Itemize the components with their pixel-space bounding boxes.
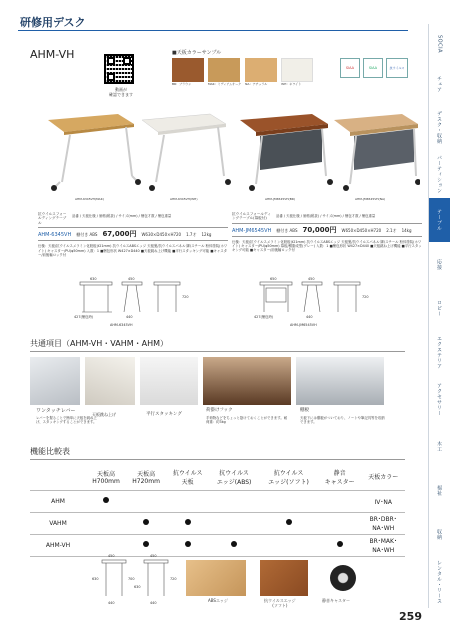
product-name: AHM-VH [30, 48, 75, 61]
compare-row-colors: IV･NA [361, 490, 405, 512]
desk-caption-2: AHM-6345VH(WH) [170, 197, 198, 201]
compare-header: 天板高 H700mm [86, 464, 126, 490]
drawing-group-2 [260, 282, 360, 312]
dim-label: 630 [134, 585, 141, 589]
sidebar-tab-lobby[interactable]: ロビー [428, 286, 450, 330]
sidebar-tab-socia[interactable]: SOCIA [428, 24, 450, 64]
compare-table [30, 464, 405, 557]
caption-soft-edge: 抗ウイルスエッジ (ソフト) [264, 598, 296, 608]
spec-notes: 仕様：天板/抗ウイルスメラミン化粧板(t21mm) 抗ウイルスABSエッジ 天板裏/抗ウイルスパネル 脚/スチール 粉体塗装(ホワイト) キャスター/PU(φ50mm) 幕板/樹脂成型(グレー) 入数：1 ■梱包形状 W427×D440 ■天板跳ね上げ機能 ■平行スタッキング可能 ■キャスター/前後輪ロック付 [232, 239, 422, 253]
sidebar-tab-rental[interactable]: レンタル・リース [428, 556, 450, 608]
compare-header: 静音 キャスター [318, 464, 362, 490]
desk-caption-1: AHM-6345VH(MAK) [75, 197, 104, 201]
desk-image-1 [48, 114, 141, 191]
compare-title: 機能比較表 [30, 447, 70, 456]
compare-row-ahm [30, 490, 405, 512]
header-rule [18, 30, 408, 31]
sidebar-tab-partition[interactable]: パーティション [428, 150, 450, 198]
dim-label: 630 [92, 577, 99, 581]
drawing-group-1 [80, 282, 180, 312]
common-item-name: ワンタッチレバー [36, 408, 76, 414]
sidebar-tab-accessory[interactable]: アクセサリー [428, 374, 450, 424]
weight: 14kg [401, 227, 412, 233]
compare-row-ahm-vh [30, 534, 405, 556]
sidebar-tab-wood[interactable]: 木工 [428, 424, 450, 468]
sidebar-tab-chair[interactable]: チェア [428, 64, 450, 104]
check-dot [143, 519, 149, 525]
compare-header: 抗ウイルス エッジ(ソフト) [259, 464, 318, 490]
dim-label: 700 [128, 577, 135, 581]
desk-images [30, 110, 420, 202]
color-sample-title: ■天板カラーサンプル [172, 50, 222, 56]
siaa-badge-2: SIAA [363, 58, 383, 78]
qr-code[interactable] [104, 54, 134, 84]
check-dot [185, 519, 191, 525]
desk-image-4 [334, 114, 420, 191]
spec-columns: 品番 / 天板仕様 / 価格(税抜) / サイズ(mm) / 梱包才数 / 梱包重量 [276, 214, 376, 218]
dim-label: 427(梱包時) [254, 315, 274, 319]
dim-label: 450 [150, 554, 157, 558]
swatch-br-chip [172, 58, 204, 82]
dimension-drawings [70, 276, 410, 328]
product-code: AHM-6345VH [38, 232, 72, 239]
compare-header: 天板カラー [361, 464, 405, 490]
spec-block-1 [38, 212, 228, 257]
desk-caption-3: AHM-JM6545VH(BR) [265, 197, 296, 201]
compare-row-colors: BR･MAK･ NA･WH [361, 534, 405, 556]
price: 67,000円 [102, 230, 137, 239]
compare-row-name: VAHM [30, 512, 86, 534]
size: W630×D450×H720 [141, 232, 182, 238]
size: W650×D450×H720 [341, 227, 382, 233]
compare-rule [30, 459, 405, 460]
spec-desc: 抗ウイルスフォールディングテーブル [38, 212, 67, 225]
dim-label: 630 [90, 277, 97, 281]
swatch-na-label: NA：ナチュラル [245, 82, 268, 86]
product-code: AHM-JM6545VH [232, 227, 272, 234]
page-number: 259 [399, 610, 422, 623]
sai: 1.7才 [186, 232, 197, 238]
swatch-mak-chip [208, 58, 240, 82]
spec-columns: 品番 / 天板仕様 / 価格(税抜) / サイズ(mm) / 梱包才数 / 梱包重量 [72, 214, 172, 218]
photo-stacking [140, 357, 198, 405]
sidebar-tab-welfare[interactable]: 福祉 [428, 468, 450, 512]
compare-header [30, 464, 86, 490]
caption-caster: 静音キャスター [322, 598, 350, 603]
desk-caption-4: AHM-JM6545VH(NA) [355, 197, 386, 201]
badge-group [340, 58, 408, 78]
sidebar-tab-exterior[interactable]: エクステリア [428, 330, 450, 374]
dim-label: 720 [182, 295, 189, 299]
dim-label: 720 [362, 295, 369, 299]
photo-soft-edge [260, 560, 308, 596]
sidebar-tab-desk[interactable]: デスク・収納 [428, 104, 450, 150]
swatch-mak [208, 58, 241, 87]
photo-shelf [296, 357, 384, 405]
spec-notes: 仕様：天板/抗ウイルスメラミン化粧板(t21mm) 抗ウイルスABSエッジ 天板裏/抗ウイルスパネル 脚/スチール 粉体塗装(ホワイト) キャスター/PU(φ50mm) 入数：1 ■梱包形状 W427×D440 ■天板跳ね上げ機能 ■平行スタッキング可能 ■キャスター/前後輪ロック付 [38, 244, 228, 257]
dim-label: 720 [170, 577, 177, 581]
compare-row-colors: BR･DBR･ NA･WH [361, 512, 405, 534]
weight: 12kg [201, 232, 212, 238]
swatch-row [172, 58, 313, 87]
dim-label: 427(梱包時) [74, 315, 94, 319]
dim-label: AHM-6345VH [110, 323, 133, 327]
sidebar-tab-storage[interactable]: 収納 [428, 512, 450, 556]
compare-row-name: AHM [30, 490, 86, 512]
swatch-wh-chip [281, 58, 313, 82]
swatch-wh [281, 58, 313, 87]
swatch-wh-label: WH：ホワイト [281, 82, 302, 86]
bottom-drawings [92, 552, 184, 610]
check-dot [185, 541, 191, 547]
dim-label: 450 [108, 554, 115, 558]
spec-row [38, 227, 228, 241]
dim-label: 440 [150, 601, 157, 605]
common-item-desc: 手荷物などをちょっと掛けておくことができます。耐荷重：約3kg [206, 416, 288, 425]
common-item-name: 荷掛けフック [206, 408, 233, 413]
dim-label: AHM-JM6545VH [290, 323, 317, 327]
common-section-title: 共通項目（AHM-VH・VAHM・AHM） [30, 339, 169, 348]
common-rule [30, 351, 405, 352]
photo-lever [30, 357, 80, 405]
check-dot [103, 497, 109, 503]
caster-wheel [330, 565, 356, 591]
dim-label: 440 [108, 601, 115, 605]
dim-label: 450 [308, 277, 315, 281]
dim-label: 440 [126, 315, 133, 319]
dim-label: 650 [270, 277, 277, 281]
swatch-mak-label: MAK：ミディアムオーク [208, 82, 242, 86]
compare-header: 抗ウイルス 天板 [166, 464, 209, 490]
check-dot [337, 541, 343, 547]
swatch-na-chip [245, 58, 277, 82]
edge-type: 棚付き ABS [76, 232, 98, 238]
common-item-name: 天板跳ね上げ [92, 412, 116, 417]
swatch-br-label: BR：ブラウン [172, 82, 192, 86]
compare-header: 抗ウイルス エッジ(ABS) [209, 464, 259, 490]
check-dot [231, 541, 237, 547]
page-title: 研修用デスク [20, 16, 86, 29]
swatch-br [172, 58, 204, 87]
photo-caster [316, 560, 370, 596]
spec-desc: 抗ウイルスフォールディングテーブル(幕板付) [232, 212, 271, 221]
compare-row-vahm [30, 512, 405, 534]
desk-image-3 [240, 114, 333, 191]
common-item-desc: レバーを握ることで簡単に天板を跳ね上げ、スタッキングすることができます。 [36, 416, 97, 425]
common-photos [30, 357, 384, 405]
spec-row [232, 223, 422, 237]
caption-abs-edge: ABSエッジ [208, 598, 228, 603]
spec-block-2 [232, 212, 422, 253]
photo-abs-edge [186, 560, 246, 596]
common-item-desc: 天板下には棚板がついており、ノートや筆記具等を収納できます。 [300, 416, 385, 425]
dim-label: 450 [128, 277, 135, 281]
compare-header: 天板高 H720mm [126, 464, 166, 490]
price: 70,000円 [302, 225, 337, 234]
check-dot [143, 541, 149, 547]
sidebar-tab-table[interactable]: テーブル [428, 198, 450, 242]
siaa-badge: SIAA [340, 58, 360, 78]
common-item-name: 棚板 [300, 408, 309, 413]
compare-header-row [30, 464, 405, 490]
sidebar-tab-reception[interactable]: 応接 [428, 242, 450, 286]
qr-caption: 動画が 確認できます [109, 87, 133, 97]
photo-tilt [85, 357, 135, 405]
photo-hook [203, 357, 291, 405]
swatch-na [245, 58, 277, 87]
antivirus-badge: 抗ウイルス [386, 58, 408, 78]
dim-label: 440 [306, 315, 313, 319]
edge-type: 棚付き ABS [276, 227, 298, 233]
check-dot [286, 519, 292, 525]
sai: 2.1才 [386, 227, 397, 233]
compare-row-name: AHM-VH [30, 534, 86, 556]
common-item-name: 平行スタッキング [146, 412, 182, 417]
desk-image-2 [142, 114, 231, 191]
